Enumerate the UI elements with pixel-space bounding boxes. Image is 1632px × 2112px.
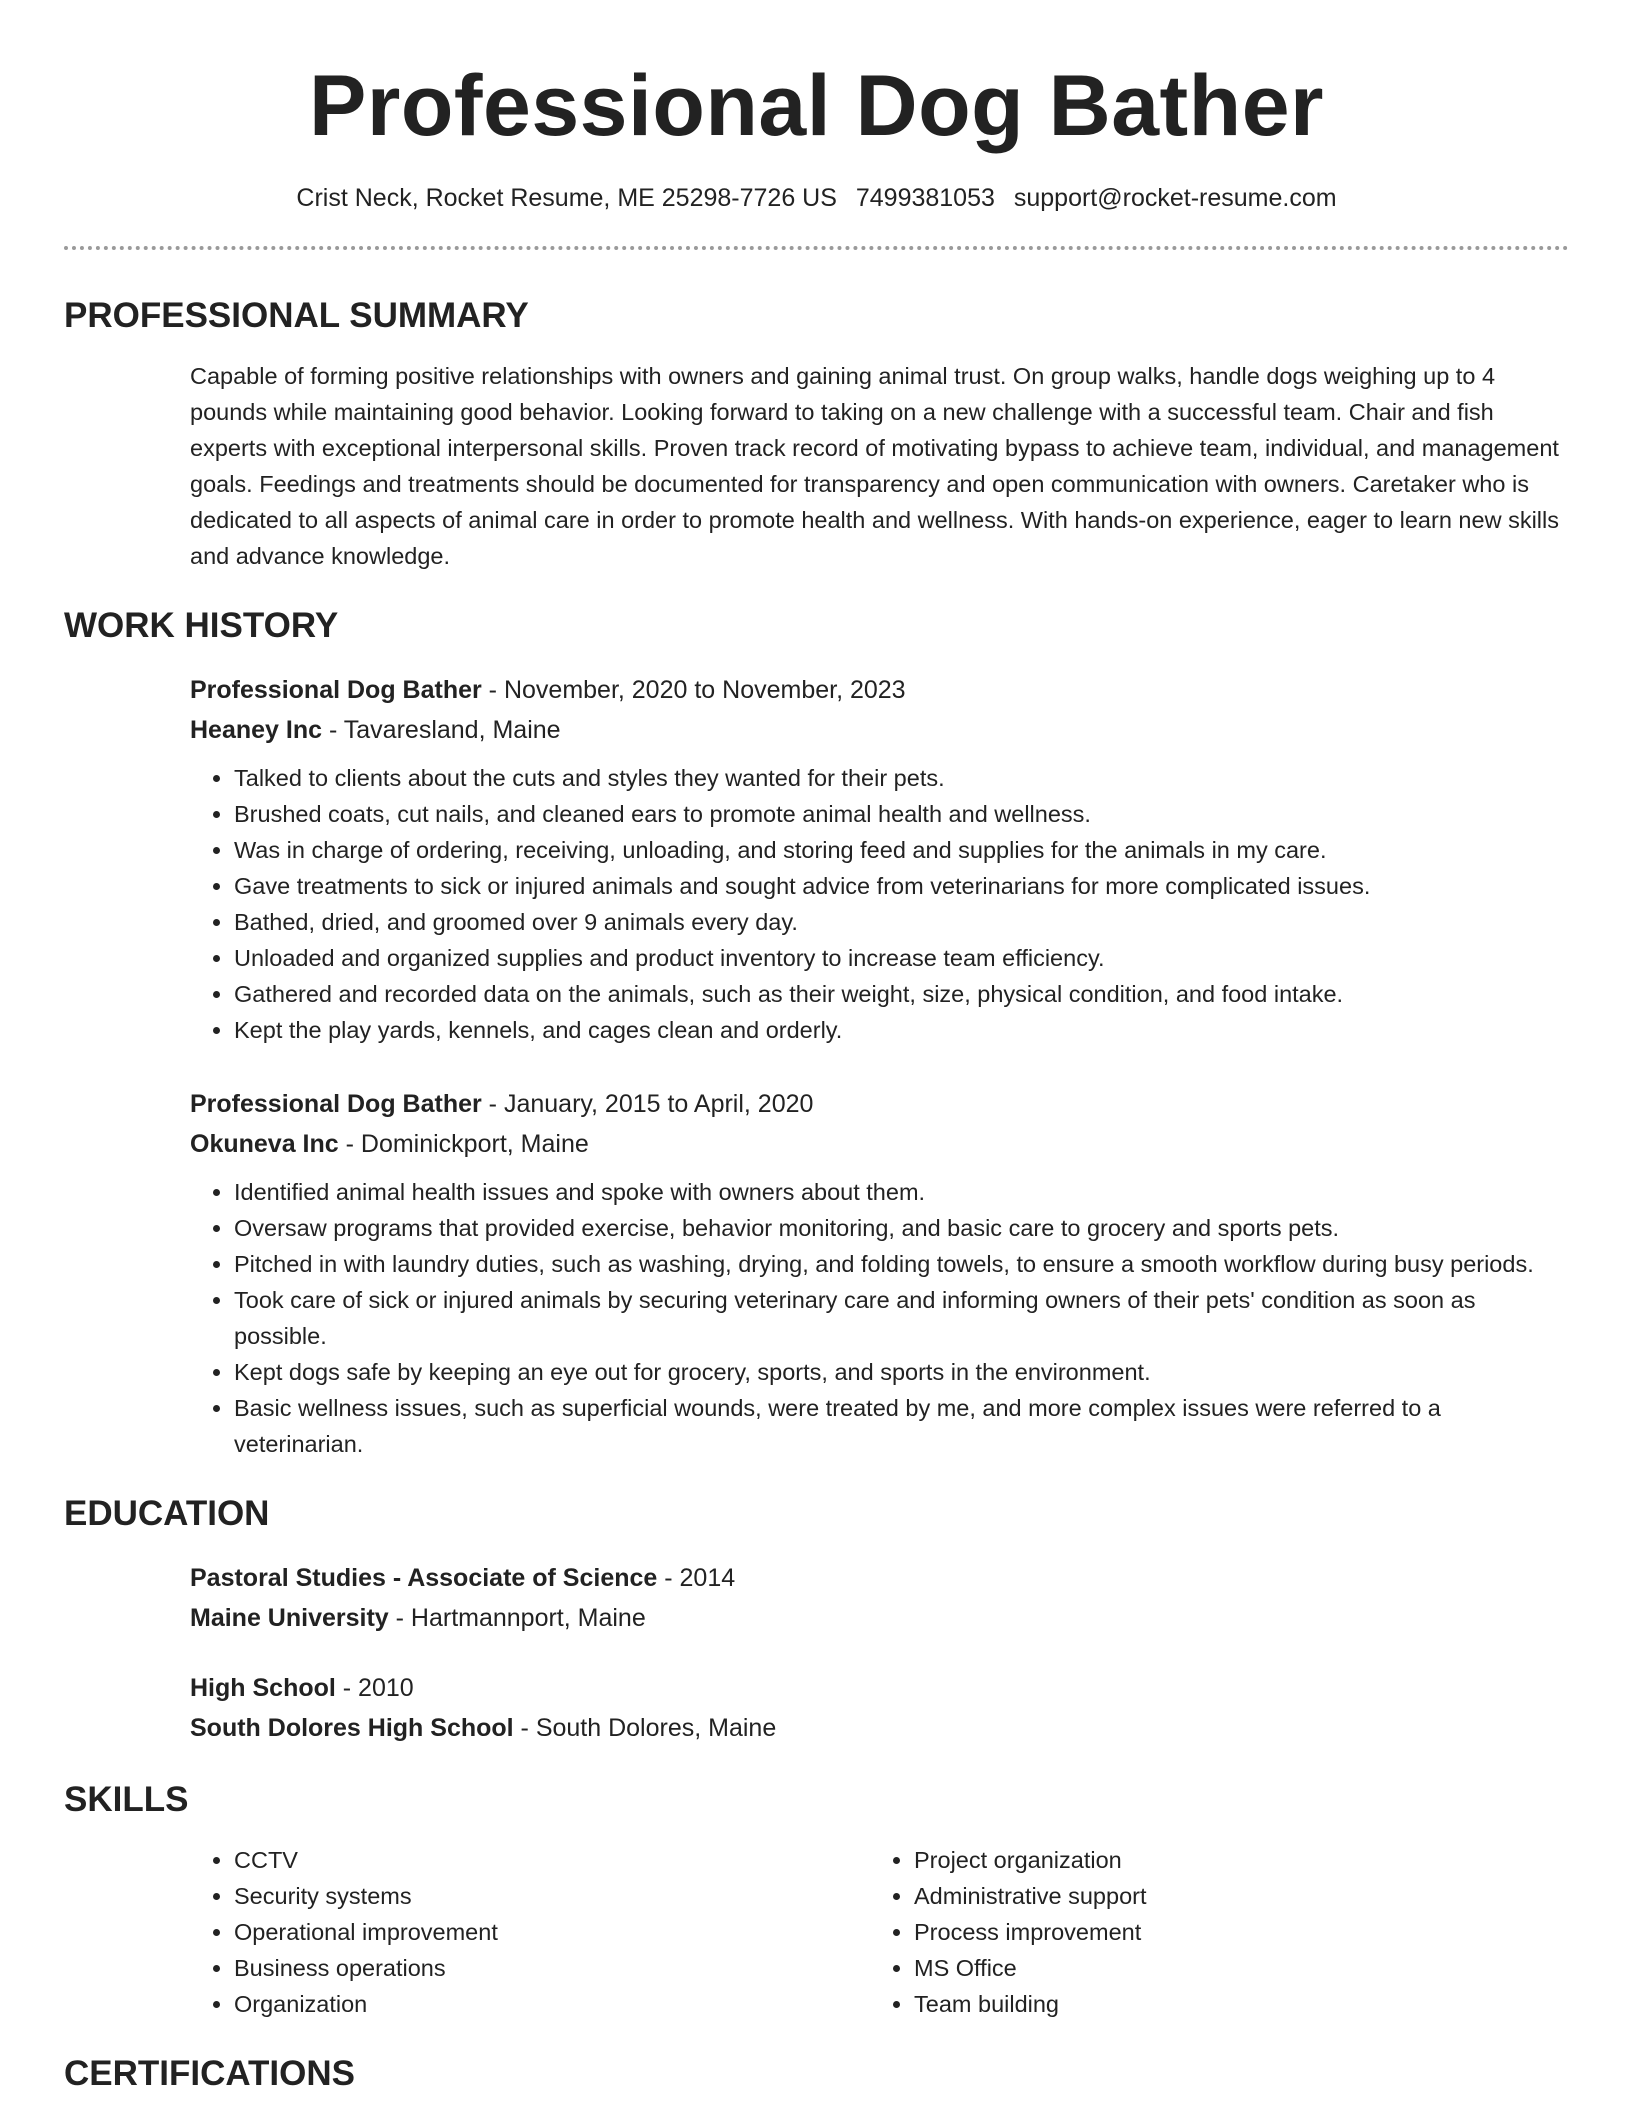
list-item: • Gathered and recorded data on the animals, such as their weight, size, physical condition, and food intake. bbox=[234, 976, 1569, 1012]
skills-columns bbox=[190, 1842, 1569, 2022]
contact-phone: 7499381053 bbox=[855, 184, 995, 212]
degree-year: - 2010 bbox=[335, 1674, 414, 1702]
education-entry bbox=[190, 1668, 1569, 1748]
skill-item: • Process improvement bbox=[914, 1914, 1550, 1950]
contact-line bbox=[64, 182, 1569, 214]
skills-list-left bbox=[190, 1842, 870, 2022]
list-item: • Brushed coats, cut nails, and cleaned ears to promote animal health and wellness. bbox=[234, 796, 1569, 832]
list-item: • Talked to clients about the cuts and styles they wanted for their pets. bbox=[234, 760, 1569, 796]
job-role: Professional Dog Bather bbox=[190, 1090, 482, 1118]
job-dates: - November, 2020 to November, 2023 bbox=[481, 676, 906, 704]
list-item: • Bathed, dried, and groomed over 9 animals every day. bbox=[234, 904, 1569, 940]
education-entry bbox=[190, 1558, 1569, 1638]
school-line bbox=[190, 1708, 1569, 1748]
degree-year: - 2014 bbox=[657, 1564, 736, 1592]
skills-list-right bbox=[870, 1842, 1550, 2022]
skill-item: • Team building bbox=[914, 1986, 1550, 2022]
school-location: - South Dolores, Maine bbox=[513, 1714, 777, 1742]
contact-email: support@rocket-resume.com bbox=[1013, 184, 1337, 212]
skills-heading: SKILLS bbox=[64, 1780, 189, 1819]
list-item: • Basic wellness issues, such as superficial wounds, were treated by me, and more complex issues were referred to a veterinarian. bbox=[234, 1390, 1569, 1462]
school-name: Maine University bbox=[190, 1604, 389, 1632]
school-line bbox=[190, 1598, 1569, 1638]
list-item: • Pitched in with laundry duties, such as washing, drying, and folding towels, to ensure a smooth workflow during busy periods. bbox=[234, 1246, 1569, 1282]
skill-item: • Administrative support bbox=[914, 1878, 1550, 1914]
skill-item: • MS Office bbox=[914, 1950, 1550, 1986]
summary-text: Capable of forming positive relationships with owners and gaining animal trust. On group walks, handle dogs weighing up to 4 pounds while maintaining good behavior. Looking forward to taking on a new challenge with a successful team. Chair and fish experts with exceptional interpersonal skills. Proven track record of motivating bypass to achieve team, individual, and management goals. Feedings and treatments should be documented for transparency and open communication with owners. Caretaker who is dedicated to all aspects of animal care in order to promote health and wellness. With hands-on experience, eager to learn new skills and advance knowledge. bbox=[190, 363, 1559, 569]
job-title-line bbox=[190, 670, 1569, 710]
skill-item: • Security systems bbox=[234, 1878, 870, 1914]
education-heading: EDUCATION bbox=[64, 1494, 270, 1533]
degree-name: Pastoral Studies - Associate of Science bbox=[190, 1564, 658, 1592]
degree-name: High School bbox=[190, 1674, 336, 1702]
list-item: • Was in charge of ordering, receiving, unloading, and storing feed and supplies for the animals in my care. bbox=[234, 832, 1569, 868]
job-bullets bbox=[190, 1174, 1569, 1462]
job-entry bbox=[190, 670, 1569, 1048]
list-item: • Took care of sick or injured animals by securing veterinary care and informing owners of their pets' condition as soon as possible. bbox=[234, 1282, 1569, 1354]
contact-address: Crist Neck, Rocket Resume, ME 25298-7726 US bbox=[296, 184, 837, 212]
header-divider bbox=[64, 246, 1569, 250]
skill-item: • Project organization bbox=[914, 1842, 1550, 1878]
skill-item: • Operational improvement bbox=[234, 1914, 870, 1950]
job-location: - Tavaresland, Maine bbox=[322, 716, 561, 744]
resume-name: Professional Dog Bather bbox=[308, 58, 1325, 154]
skill-item: • Business operations bbox=[234, 1950, 870, 1986]
resume-page bbox=[64, 0, 1569, 2094]
job-company: Heaney Inc bbox=[190, 716, 323, 744]
work-history-heading: WORK HISTORY bbox=[64, 606, 339, 645]
job-company: Okuneva Inc bbox=[190, 1130, 339, 1158]
school-location: - Hartmannport, Maine bbox=[388, 1604, 646, 1632]
degree-line bbox=[190, 1668, 1569, 1708]
skill-item: • Organization bbox=[234, 1986, 870, 2022]
list-item: • Kept dogs safe by keeping an eye out for grocery, sports, and sports in the environment. bbox=[234, 1354, 1569, 1390]
job-entry bbox=[190, 1084, 1569, 1462]
skill-item: • CCTV bbox=[234, 1842, 870, 1878]
job-company-line bbox=[190, 710, 1569, 750]
job-title-line bbox=[190, 1084, 1569, 1124]
job-bullets bbox=[190, 760, 1569, 1048]
job-company-line bbox=[190, 1124, 1569, 1164]
summary-heading: PROFESSIONAL SUMMARY bbox=[64, 296, 529, 335]
job-role: Professional Dog Bather bbox=[190, 676, 482, 704]
certifications-heading: CERTIFICATIONS bbox=[64, 2054, 356, 2093]
list-item: • Kept the play yards, kennels, and cages clean and orderly. bbox=[234, 1012, 1569, 1048]
school-name: South Dolores High School bbox=[190, 1714, 514, 1742]
list-item: • Oversaw programs that provided exercise, behavior monitoring, and basic care to grocery and sports pets. bbox=[234, 1210, 1569, 1246]
list-item: • Unloaded and organized supplies and product inventory to increase team efficiency. bbox=[234, 940, 1569, 976]
job-dates: - January, 2015 to April, 2020 bbox=[481, 1090, 814, 1118]
list-item: • Identified animal health issues and spoke with owners about them. bbox=[234, 1174, 1569, 1210]
job-location: - Dominickport, Maine bbox=[338, 1130, 589, 1158]
list-item: • Gave treatments to sick or injured animals and sought advice from veterinarians for more complicated issues. bbox=[234, 868, 1569, 904]
degree-line bbox=[190, 1558, 1569, 1598]
